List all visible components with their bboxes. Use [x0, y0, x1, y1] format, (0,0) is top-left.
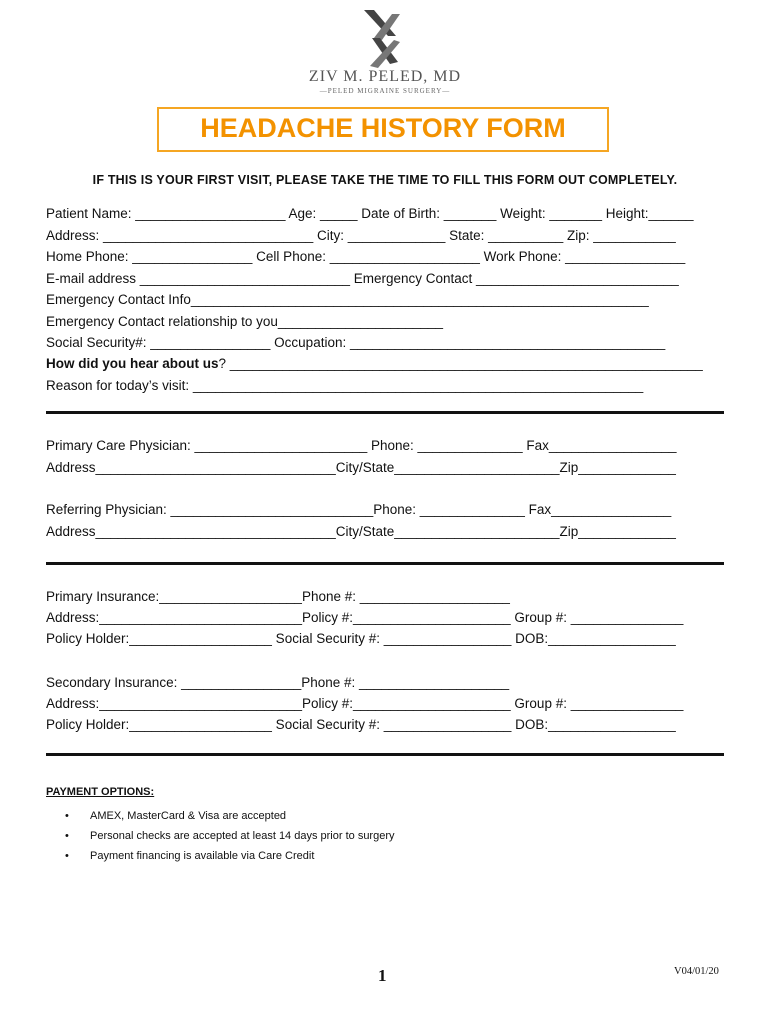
- bullet-icon: •: [65, 810, 69, 822]
- form-title-box: [157, 107, 609, 152]
- patient-line-emergency-info[interactable]: Emergency Contact Info_____________________________________________________________: [46, 292, 649, 307]
- payment-option-text: AMEX, MasterCard & Visa are accepted: [90, 810, 287, 822]
- patient-line-referral-source[interactable]: [46, 356, 703, 371]
- helix-logo-icon: [352, 8, 412, 70]
- payment-options-list: [46, 806, 395, 866]
- page-number: 1: [378, 966, 387, 985]
- secondary-insurance-line-3[interactable]: Policy Holder:___________________ Social Security #: _________________ DOB:_________________: [46, 717, 676, 732]
- list-item: [46, 806, 395, 826]
- section-divider: [46, 411, 724, 414]
- payment-option-text: Personal checks are accepted at least 14 days prior to surgery: [90, 830, 395, 842]
- patient-line-ssn-occupation[interactable]: Social Security#: ________________ Occupation: __________________________________________: [46, 335, 666, 350]
- payment-option-text: Payment financing is available via Care Credit: [90, 850, 315, 862]
- doctor-name: ZIV M. PELED, MD: [308, 68, 462, 85]
- list-item: [46, 826, 395, 846]
- practice-name: —PELED MIGRAINE SURGERY—: [319, 87, 451, 95]
- first-visit-notice: IF THIS IS YOUR FIRST VISIT, PLEASE TAKE THE TIME TO FILL THIS FORM OUT COMPLETELY.: [92, 173, 678, 187]
- pcp-line-2[interactable]: Address________________________________City/State______________________Zip_____________: [46, 460, 676, 475]
- referral-question-blank: ? _______________________________________________________________: [218, 356, 703, 371]
- secondary-insurance-line-2[interactable]: Address:___________________________Policy #:_____________________ Group #: _______________: [46, 696, 684, 711]
- secondary-insurance-line-1[interactable]: Secondary Insurance: ________________Phone #: ____________________: [46, 675, 510, 690]
- form-version: V04/01/20: [674, 966, 719, 977]
- bullet-icon: •: [65, 850, 69, 862]
- payment-options-title: PAYMENT OPTIONS:: [46, 786, 155, 798]
- section-divider: [46, 562, 724, 565]
- patient-line-email[interactable]: E-mail address ____________________________ Emergency Contact ___________________________: [46, 271, 679, 286]
- form-title: HEADACHE HISTORY FORM: [200, 113, 566, 143]
- patient-line-phones[interactable]: Home Phone: ________________ Cell Phone: ____________________ Work Phone: ________________: [46, 249, 686, 264]
- list-item: [46, 846, 395, 866]
- patient-line-visit-reason[interactable]: Reason for today’s visit: ____________________________________________________________: [46, 378, 644, 393]
- referring-line-2[interactable]: Address________________________________City/State______________________Zip_____________: [46, 524, 676, 539]
- patient-line-address[interactable]: Address: ____________________________ City: _____________ State: __________ Zip: ___________: [46, 228, 676, 243]
- section-divider: [46, 753, 724, 756]
- patient-line-emergency-relationship[interactable]: Emergency Contact relationship to you______________________: [46, 314, 444, 329]
- referring-line-1[interactable]: Referring Physician: ___________________________Phone: ______________ Fax________________: [46, 502, 672, 517]
- primary-insurance-line-1[interactable]: Primary Insurance:___________________Phone #: ____________________: [46, 589, 510, 604]
- patient-line-name[interactable]: Patient Name: ____________________ Age: _____ Date of Birth: _______ Weight: _______ Height:______: [46, 206, 694, 221]
- primary-insurance-line-3[interactable]: Policy Holder:___________________ Social Security #: _________________ DOB:_________________: [46, 631, 676, 646]
- pcp-line-1[interactable]: Primary Care Physician: _______________________ Phone: ______________ Fax_________________: [46, 438, 677, 453]
- primary-insurance-line-2[interactable]: Address:___________________________Policy #:_____________________ Group #: _______________: [46, 610, 684, 625]
- referral-question-label: How did you hear about us: [46, 356, 219, 371]
- bullet-icon: •: [65, 830, 69, 842]
